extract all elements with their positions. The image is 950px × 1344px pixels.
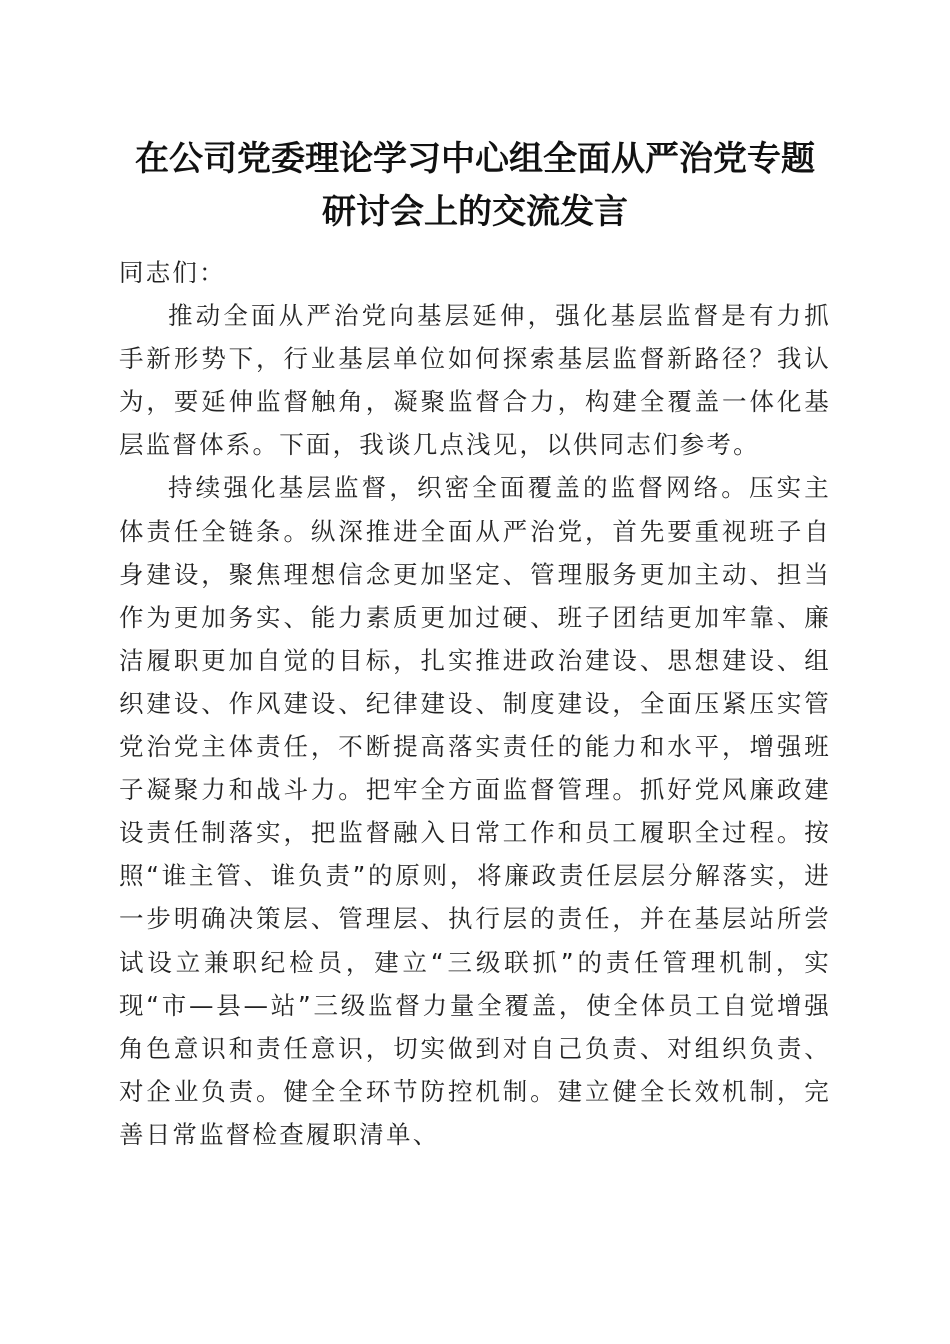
title-line-2: 研讨会上的交流发言 [322, 192, 628, 232]
paragraph-intro: 推动全面从严治党向基层延伸，强化基层监督是有力抓手新形势下，行业基层单位如何探索基层监督新路径？我认为，要延伸监督触角，凝聚监督合力，构建全覆盖一体化基层监督体系。下面，我谈几点浅见，以供同志们参考。 [119, 301, 831, 460]
document-body [119, 251, 831, 1156]
title-line-1: 在公司党委理论学习中心组全面从严治党专题 [135, 139, 815, 179]
salutation: 同志们： [119, 258, 226, 287]
document-title [100, 133, 850, 239]
paragraph-supervision: 持续强化基层监督，织密全面覆盖的监督网络。压实主体责任全链条。纵深推进全面从严治党，首先要重视班子自身建设，聚焦理想信念更加坚定、管理服务更加主动、担当作为更加务实、能力素质更加过硬、班子团结更加牢靠、廉洁履职更加自觉的目标，扎实推进政治建设、思想建设、组织建设、作风建设、纪律建设、制度建设，全面压紧压实管党治党主体责任，不断提高落实责任的能力和水平，增强班子凝聚力和战斗力。把牢全方面监督管理。抓好党风廉政建设责任制落实，把监督融入日常工作和员工履职全过程。按照“谁主管、谁负责”的原则，将廉政责任层层分解落实，进一步明确决策层、管理层、执行层的责任，并在基层站所尝试设立兼职纪检员，建立“三级联抓”的责任管理机制，实现“市—县—站”三级监督力量全覆盖，使全体员工自觉增强角色意识和责任意识，切实做到对自己负责、对组织负责、对企业负责。健全全环节防控机制。建立健全长效机制，完善日常监督检查履职清单、 [119, 473, 831, 1149]
